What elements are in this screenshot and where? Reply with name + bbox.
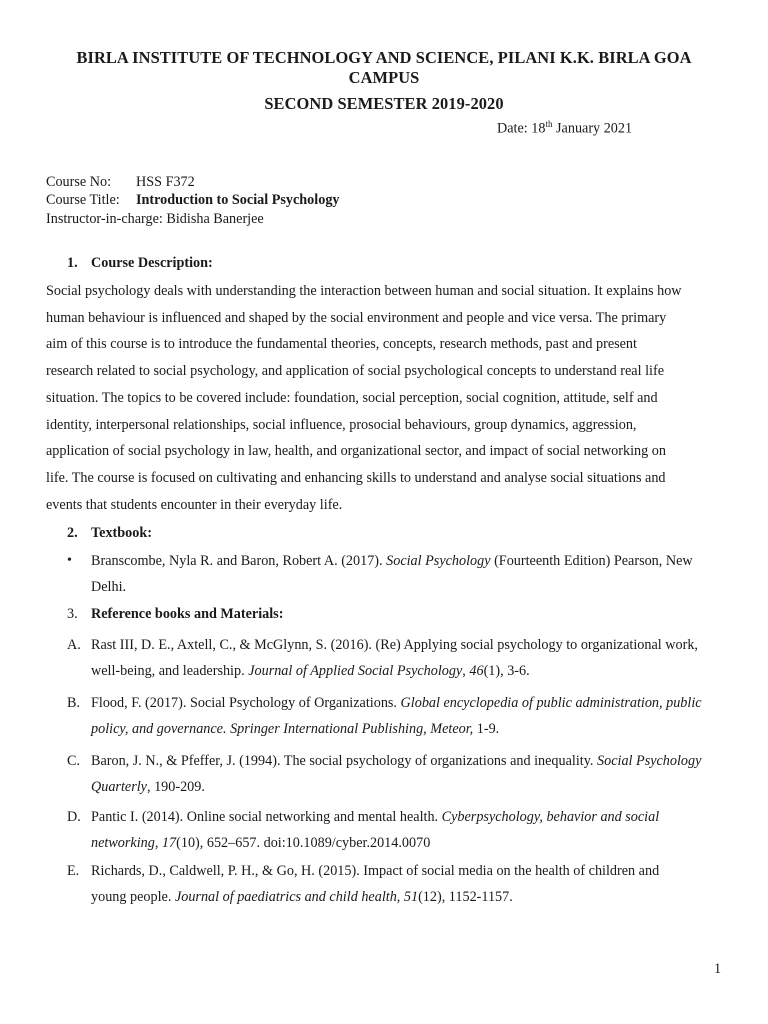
course-no-label: Course No: (46, 174, 112, 190)
institute-name-line2: CAMPUS (348, 68, 420, 87)
date-ordinal: th (545, 119, 553, 129)
citation-source: Global encyclopedia of public administration, public (400, 695, 702, 711)
citation-journal: Journal of Applied Social Psychology (248, 663, 463, 679)
textbook-citation (91, 548, 747, 600)
citation-volume: 46 (469, 663, 484, 679)
citation-text: 1-9. (473, 721, 500, 737)
date-label: Date: 18 (497, 120, 546, 137)
reference-marker: A. (67, 637, 81, 653)
institute-name-line1: BIRLA INSTITUTE OF TECHNOLOGY AND SCIENCE, PILANI K.K. BIRLA GOA (76, 48, 692, 67)
reference-citation (91, 858, 747, 910)
section-title: Textbook: (91, 525, 152, 541)
paragraph-line: events that students encounter in their everyday life. (46, 496, 343, 513)
citation-authors: Branscombe, Nyla R. and Baron, Robert A. (2017). (91, 553, 387, 569)
citation-volume: 51 (403, 889, 419, 905)
citation-line (91, 690, 747, 716)
section-number: 3. (67, 606, 78, 622)
citation-line (91, 884, 747, 910)
section-title: Course Description: (91, 255, 213, 271)
citation-text: Flood, F. (2017). Social Psychology of Organizations. (91, 695, 401, 711)
citation-line (91, 830, 747, 856)
paragraph-line: research related to social psychology, and application of social psychological concepts to understand real life (46, 363, 664, 380)
course-title-label: Course Title: (46, 192, 120, 208)
section-heading-textbook (67, 525, 152, 542)
date-rest: January 2021 (552, 120, 633, 137)
citation-text: young people. (91, 889, 175, 905)
reference-citation (91, 748, 747, 800)
citation-journal: Quarterly (91, 779, 147, 795)
instructor-row: Instructor-in-charge: Bidisha Banerjee (46, 211, 264, 227)
page-number: 1 (714, 961, 722, 977)
citation-text: , (462, 663, 470, 679)
reference-marker: D. (67, 809, 81, 825)
section-heading-course-description (67, 255, 213, 272)
document-date (497, 119, 632, 138)
citation-line (91, 716, 747, 742)
citation-text: well-being, and leadership. (91, 663, 249, 679)
paragraph-line: Social psychology deals with understanding the interaction between human and social situation. It explains how (46, 283, 682, 299)
citation-line (91, 548, 747, 574)
citation-line (91, 658, 747, 684)
section-title: Reference books and Materials: (91, 606, 284, 622)
section-number: 2. (67, 525, 78, 541)
paragraph-line: application of social psychology in law, health, and organizational sector, and impact of social networking on (46, 443, 666, 460)
citation-line: Rast III, D. E., Axtell, C., & McGlynn, S. (2016). (Re) Applying social psychology to organizational work, (91, 637, 698, 653)
citation-text: (10), 652–657. doi:10.1089/cyber.2014.0070 (176, 835, 431, 851)
citation-title: Social Psychology (386, 553, 491, 569)
citation-source: policy, and governance. Springer International Publishing, Meteor, (91, 721, 474, 737)
course-no-row (46, 172, 195, 192)
paragraph-line: identity, interpersonal relationships, social influence, prosocial behaviours, group dynamics, aggression, (46, 416, 637, 433)
semester-heading: SECOND SEMESTER 2019-2020 (264, 94, 504, 113)
citation-text: (1), 3-6. (483, 663, 530, 679)
citation-text: Baron, J. N., & Pfeffer, J. (1994). The social psychology of organizations and inequality. (91, 753, 598, 769)
citation-line: Richards, D., Caldwell, P. H., & Go, H. (2015). Impact of social media on the health of children and (91, 863, 660, 879)
reference-citation (91, 804, 747, 856)
citation-journal: Journal of paediatrics and child health (174, 889, 397, 905)
citation-text: Pantic I. (2014). Online social networking and mental health. (91, 809, 442, 825)
citation-journal: networking, 17 (91, 835, 177, 851)
paragraph-line: human behaviour is influenced and shaped by the social environment and people and vice versa. The primary (46, 309, 667, 326)
section-number: 1. (67, 255, 78, 271)
reference-marker: B. (67, 695, 81, 711)
citation-text: , 190-209. (146, 779, 205, 795)
citation-edition: (Fourteenth Edition) Pearson, New (490, 553, 693, 569)
course-title-row (46, 190, 340, 210)
reference-citation (91, 690, 747, 742)
section-heading-references (67, 606, 283, 623)
paragraph-line: situation. The topics to be covered include: foundation, social perception, social cognition, attitude, self and (46, 389, 658, 406)
bullet-marker: • (67, 553, 72, 568)
course-title-value: Introduction to Social Psychology (136, 192, 340, 208)
citation-text: (12), 1152-1157. (418, 889, 513, 905)
citation-journal: Social Psychology (597, 753, 702, 769)
reference-citation (91, 632, 747, 684)
citation-journal: Cyberpsychology, behavior and social (441, 809, 660, 825)
paragraph-line: aim of this course is to introduce the fundamental theories, concepts, research methods, past and present (46, 336, 637, 353)
paragraph-line: life. The course is focused on cultivating and enhancing skills to understand and analyse social situations and (46, 469, 666, 486)
citation-text: , (396, 889, 404, 905)
citation-line (91, 748, 747, 774)
reference-marker: C. (67, 753, 81, 769)
reference-marker: E. (67, 863, 80, 879)
citation-line: Delhi. (91, 579, 127, 595)
course-no-value: HSS F372 (136, 174, 195, 190)
citation-line (91, 804, 747, 830)
citation-line (91, 774, 747, 800)
course-description-paragraph (46, 278, 726, 518)
